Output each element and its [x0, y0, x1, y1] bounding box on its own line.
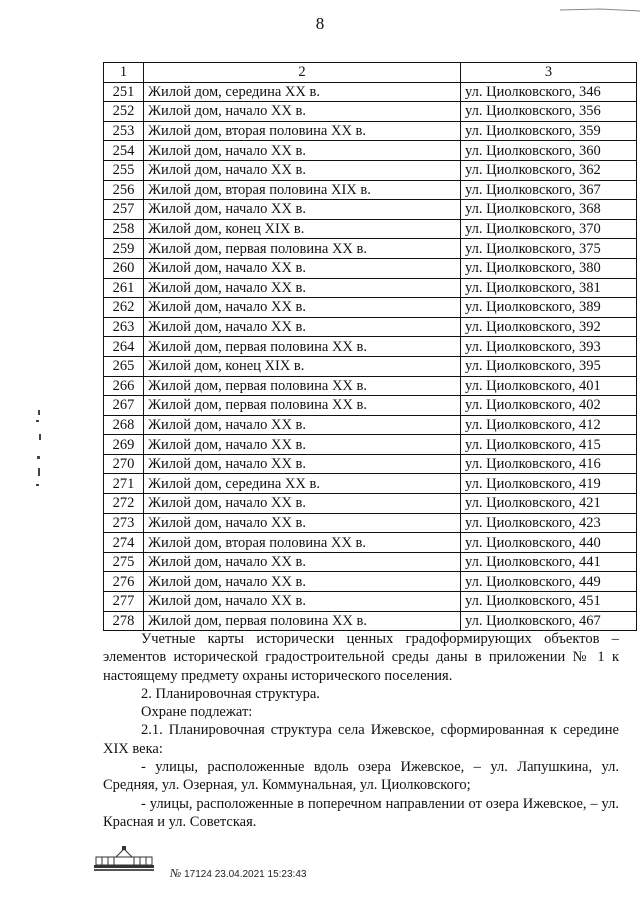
object-address: ул. Циолковского, 356	[461, 102, 637, 122]
table-row	[104, 572, 637, 592]
table-row	[104, 258, 637, 278]
row-number: 265	[104, 356, 144, 376]
row-number: 257	[104, 200, 144, 220]
row-number: 254	[104, 141, 144, 161]
table-row	[104, 513, 637, 533]
table-row	[104, 337, 637, 357]
object-address: ул. Циолковского, 346	[461, 82, 637, 102]
object-name: Жилой дом, начало XX в.	[144, 258, 461, 278]
table-row	[104, 219, 637, 239]
table-row	[104, 121, 637, 141]
scan-margin-marks	[33, 408, 47, 496]
object-name: Жилой дом, начало XX в.	[144, 415, 461, 435]
object-name: Жилой дом, начало XX в.	[144, 435, 461, 455]
row-number: 252	[104, 102, 144, 122]
object-name: Жилой дом, начало XX в.	[144, 278, 461, 298]
object-address: ул. Циолковского, 440	[461, 533, 637, 553]
row-number: 258	[104, 219, 144, 239]
table-row	[104, 298, 637, 318]
object-address: ул. Циолковского, 370	[461, 219, 637, 239]
table-row	[104, 239, 637, 259]
object-address: ул. Циолковского, 375	[461, 239, 637, 259]
object-address: ул. Циолковского, 359	[461, 121, 637, 141]
object-address: ул. Циолковского, 380	[461, 258, 637, 278]
object-address: ул. Циолковского, 419	[461, 474, 637, 494]
row-number: 264	[104, 337, 144, 357]
object-address: ул. Циолковского, 441	[461, 552, 637, 572]
heritage-objects-table	[103, 62, 637, 631]
object-name: Жилой дом, середина XX в.	[144, 82, 461, 102]
table-row	[104, 278, 637, 298]
table-row	[104, 180, 637, 200]
object-address: ул. Циолковского, 362	[461, 160, 637, 180]
table-row	[104, 592, 637, 612]
object-name: Жилой дом, вторая половина XX в.	[144, 121, 461, 141]
scan-corner-mark	[560, 0, 640, 6]
object-name: Жилой дом, начало XX в.	[144, 102, 461, 122]
table-row	[104, 160, 637, 180]
table-row	[104, 356, 637, 376]
list-item-streets-along-lake: - улицы, расположенные вдоль озера Ижевское, – ул. Лапушкина, ул. Средняя, ул. Озерная, ул. Коммунальная, ул. Циолковского;	[103, 759, 619, 794]
row-number: 272	[104, 494, 144, 514]
object-name: Жилой дом, начало XX в.	[144, 572, 461, 592]
table-row	[104, 611, 637, 631]
document-registration-text: 17124 23.04.2021 15:23:43	[184, 869, 307, 880]
object-address: ул. Циолковского, 368	[461, 200, 637, 220]
row-number: 256	[104, 180, 144, 200]
paragraph-planning-structure-2-1: 2.1. Планировочная структура села Ижевское, сформированная к середине XIX века:	[103, 722, 619, 757]
row-number: 274	[104, 533, 144, 553]
row-number: 261	[104, 278, 144, 298]
building-emblem-icon	[92, 846, 156, 872]
table-row	[104, 396, 637, 416]
row-number: 273	[104, 513, 144, 533]
table-row	[104, 435, 637, 455]
object-name: Жилой дом, начало XX в.	[144, 317, 461, 337]
list-item-streets-transverse: - улицы, расположенные в поперечном направлении от озера Ижевское, – ул. Красная и ул. Советская.	[103, 795, 619, 830]
object-name: Жилой дом, середина XX в.	[144, 474, 461, 494]
object-address: ул. Циолковского, 395	[461, 356, 637, 376]
object-address: ул. Циолковского, 412	[461, 415, 637, 435]
object-address: ул. Циолковского, 423	[461, 513, 637, 533]
object-address: ул. Циолковского, 449	[461, 572, 637, 592]
object-address: ул. Циолковского, 421	[461, 494, 637, 514]
object-address: ул. Циолковского, 360	[461, 141, 637, 161]
table-row	[104, 552, 637, 572]
object-address: ул. Циолковского, 402	[461, 396, 637, 416]
row-number: 259	[104, 239, 144, 259]
object-address: ул. Циолковского, 381	[461, 278, 637, 298]
object-name: Жилой дом, конец XIX в.	[144, 219, 461, 239]
table-row	[104, 533, 637, 553]
object-address: ул. Циолковского, 451	[461, 592, 637, 612]
object-name: Жилой дом, начало XX в.	[144, 200, 461, 220]
table-row	[104, 102, 637, 122]
object-name: Жилой дом, начало XX в.	[144, 513, 461, 533]
table-row	[104, 454, 637, 474]
number-mark-icon: №	[170, 866, 182, 880]
row-number: 278	[104, 611, 144, 631]
object-address: ул. Циолковского, 467	[461, 611, 637, 631]
object-name: Жилой дом, первая половина XX в.	[144, 376, 461, 396]
object-name: Жилой дом, первая половина XX в.	[144, 611, 461, 631]
object-address: ул. Циолковского, 367	[461, 180, 637, 200]
object-address: ул. Циолковского, 389	[461, 298, 637, 318]
object-name: Жилой дом, начало XX в.	[144, 160, 461, 180]
paragraph-subject-to-protection: Охране подлежат:	[141, 704, 253, 721]
object-address: ул. Циолковского, 416	[461, 454, 637, 474]
document-registration-ref	[170, 866, 306, 881]
table-row	[104, 200, 637, 220]
column-header-name: 2	[144, 63, 461, 83]
row-number: 262	[104, 298, 144, 318]
table-row	[104, 474, 637, 494]
row-number: 271	[104, 474, 144, 494]
table-row	[104, 141, 637, 161]
table-row	[104, 82, 637, 102]
object-name: Жилой дом, первая половина XX в.	[144, 337, 461, 357]
row-number: 268	[104, 415, 144, 435]
row-number: 260	[104, 258, 144, 278]
table-row	[104, 494, 637, 514]
object-address: ул. Циолковского, 415	[461, 435, 637, 455]
object-name: Жилой дом, первая половина XX в.	[144, 396, 461, 416]
section-heading-planning-structure: 2. Планировочная структура.	[141, 685, 320, 702]
row-number: 253	[104, 121, 144, 141]
row-number: 275	[104, 552, 144, 572]
row-number: 270	[104, 454, 144, 474]
body-text	[103, 630, 619, 831]
object-name: Жилой дом, начало XX в.	[144, 298, 461, 318]
table-row	[104, 376, 637, 396]
object-name: Жилой дом, начало XX в.	[144, 592, 461, 612]
row-number: 266	[104, 376, 144, 396]
object-name: Жилой дом, конец XIX в.	[144, 356, 461, 376]
page-number: 8	[315, 14, 325, 33]
object-name: Жилой дом, начало XX в.	[144, 552, 461, 572]
object-name: Жилой дом, начало XX в.	[144, 454, 461, 474]
object-name: Жилой дом, начало XX в.	[144, 494, 461, 514]
object-address: ул. Циолковского, 392	[461, 317, 637, 337]
column-header-number: 1	[104, 63, 144, 83]
table-body	[104, 82, 637, 631]
object-name: Жилой дом, первая половина XX в.	[144, 239, 461, 259]
row-number: 269	[104, 435, 144, 455]
table-row	[104, 317, 637, 337]
object-address: ул. Циолковского, 401	[461, 376, 637, 396]
object-address: ул. Циолковского, 393	[461, 337, 637, 357]
row-number: 255	[104, 160, 144, 180]
object-name: Жилой дом, начало XX в.	[144, 141, 461, 161]
table-header-row	[104, 63, 637, 83]
object-name: Жилой дом, вторая половина XX в.	[144, 533, 461, 553]
column-header-address: 3	[461, 63, 637, 83]
row-number: 267	[104, 396, 144, 416]
row-number: 263	[104, 317, 144, 337]
row-number: 277	[104, 592, 144, 612]
row-number: 251	[104, 82, 144, 102]
paragraph-accounting-cards: Учетные карты исторически ценных градоформирующих объектов – элементов исторической градостроительной среды даны в приложении № 1 к настоящему предмету охраны исторического поселения.	[103, 631, 619, 684]
table-row	[104, 415, 637, 435]
row-number: 276	[104, 572, 144, 592]
object-name: Жилой дом, вторая половина XIX в.	[144, 180, 461, 200]
